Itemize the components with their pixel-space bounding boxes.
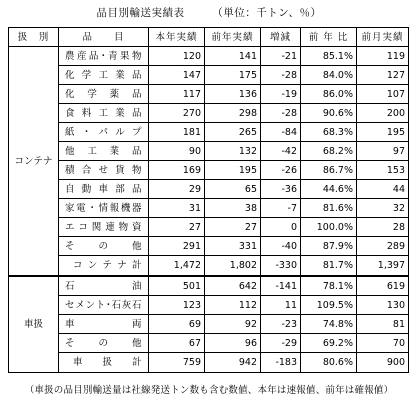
cell-prev-month: 127: [357, 66, 409, 85]
cell-item: エコ関連物資: [59, 218, 149, 237]
cell-change: -84: [261, 123, 301, 142]
cell-current: 147: [149, 66, 205, 85]
cell-ratio: 109.5%: [301, 296, 357, 315]
table-row: [9, 315, 409, 334]
cell-previous: 96: [205, 334, 261, 353]
cell-change: -19: [261, 85, 301, 104]
cell-change: -7: [261, 199, 301, 218]
total-row: [9, 256, 409, 277]
cell-current: 181: [149, 123, 205, 142]
cell-ratio: 68.2%: [301, 142, 357, 161]
cell-prev-month: 619: [357, 276, 409, 296]
cell-prev-month: 289: [357, 237, 409, 256]
cell-prev-month: 153: [357, 161, 409, 180]
table-row: [9, 123, 409, 142]
cell-prev-month: 1,397: [357, 256, 409, 277]
cell-change: -28: [261, 66, 301, 85]
cell-previous: 195: [205, 161, 261, 180]
header-category: 扱 別: [9, 28, 59, 47]
header-ratio: 前 年 比: [301, 28, 357, 47]
cell-prev-month: 900: [357, 353, 409, 373]
cell-item: 食料工業品: [59, 104, 149, 123]
header-previous: 前年実績: [205, 28, 261, 47]
cell-current: 169: [149, 161, 205, 180]
cell-prev-month: 44: [357, 180, 409, 199]
cell-ratio: 69.2%: [301, 334, 357, 353]
cell-change: -23: [261, 315, 301, 334]
freight-volume-table: [8, 27, 409, 373]
table-row: [9, 334, 409, 353]
cell-current: 123: [149, 296, 205, 315]
cell-current: 501: [149, 276, 205, 296]
cell-previous: 642: [205, 276, 261, 296]
cell-previous: 175: [205, 66, 261, 85]
table-row: [9, 161, 409, 180]
cell-ratio: 86.0%: [301, 85, 357, 104]
cell-item: コンテナ計: [59, 256, 149, 277]
cell-change: -29: [261, 334, 301, 353]
cell-change: 0: [261, 218, 301, 237]
cell-item: 積合せ貨物: [59, 161, 149, 180]
cell-previous: 265: [205, 123, 261, 142]
cell-item: その他: [59, 334, 149, 353]
cell-current: 69: [149, 315, 205, 334]
cell-change: 11: [261, 296, 301, 315]
cell-change: -330: [261, 256, 301, 277]
cell-previous: 27: [205, 218, 261, 237]
cell-current: 31: [149, 199, 205, 218]
table-row: [9, 47, 409, 66]
cell-ratio: 81.7%: [301, 256, 357, 277]
cell-previous: 298: [205, 104, 261, 123]
cell-item: 化学薬品: [59, 85, 149, 104]
cell-current: 90: [149, 142, 205, 161]
table-title: 品目別輸送実績表 （単位：千トン、％）: [96, 7, 322, 19]
group-label: コンテナ: [9, 47, 59, 277]
cell-change: -141: [261, 276, 301, 296]
cell-current: 1,472: [149, 256, 205, 277]
cell-previous: 331: [205, 237, 261, 256]
table-row: [9, 142, 409, 161]
table-row: [9, 85, 409, 104]
cell-item: その他: [59, 237, 149, 256]
cell-prev-month: 28: [357, 218, 409, 237]
table-row: [9, 199, 409, 218]
cell-item: 石油: [59, 276, 149, 296]
cell-previous: 92: [205, 315, 261, 334]
cell-current: 759: [149, 353, 205, 373]
table-row: [9, 296, 409, 315]
cell-prev-month: 119: [357, 47, 409, 66]
cell-change: -28: [261, 104, 301, 123]
cell-prev-month: 70: [357, 334, 409, 353]
cell-change: -26: [261, 161, 301, 180]
cell-ratio: 90.6%: [301, 104, 357, 123]
cell-ratio: 44.6%: [301, 180, 357, 199]
cell-current: 29: [149, 180, 205, 199]
cell-current: 27: [149, 218, 205, 237]
table-row: [9, 237, 409, 256]
cell-change: -21: [261, 47, 301, 66]
cell-item: 車扱計: [59, 353, 149, 373]
header-row: [9, 28, 409, 47]
header-change: 増減: [261, 28, 301, 47]
cell-prev-month: 200: [357, 104, 409, 123]
total-row: [9, 353, 409, 373]
cell-ratio: 68.3%: [301, 123, 357, 142]
cell-change: -40: [261, 237, 301, 256]
header-item: 品 目: [59, 28, 149, 47]
group-label: 車扱: [9, 276, 59, 373]
cell-prev-month: 130: [357, 296, 409, 315]
footnote: （車扱の品目別輸送量は社線発送トン数も含む数値、本年は速報値、前年は確報値）: [24, 385, 394, 396]
cell-previous: 65: [205, 180, 261, 199]
cell-prev-month: 97: [357, 142, 409, 161]
cell-change: -42: [261, 142, 301, 161]
cell-item: 車両: [59, 315, 149, 334]
cell-item: 自動車部品: [59, 180, 149, 199]
cell-item: 農産品･青果物: [59, 47, 149, 66]
cell-ratio: 87.9%: [301, 237, 357, 256]
cell-previous: 942: [205, 353, 261, 373]
cell-current: 270: [149, 104, 205, 123]
table-row: [9, 66, 409, 85]
cell-previous: 132: [205, 142, 261, 161]
table-row: [9, 180, 409, 199]
cell-ratio: 74.8%: [301, 315, 357, 334]
cell-item: 化学工業品: [59, 66, 149, 85]
cell-ratio: 86.7%: [301, 161, 357, 180]
cell-item: 紙・パルプ: [59, 123, 149, 142]
cell-current: 67: [149, 334, 205, 353]
cell-previous: 141: [205, 47, 261, 66]
cell-previous: 1,802: [205, 256, 261, 277]
cell-prev-month: 81: [357, 315, 409, 334]
cell-previous: 38: [205, 199, 261, 218]
cell-ratio: 100.0%: [301, 218, 357, 237]
cell-ratio: 80.6%: [301, 353, 357, 373]
cell-current: 117: [149, 85, 205, 104]
cell-prev-month: 107: [357, 85, 409, 104]
cell-prev-month: 195: [357, 123, 409, 142]
cell-item: 他工業品: [59, 142, 149, 161]
cell-ratio: 78.1%: [301, 276, 357, 296]
cell-current: 291: [149, 237, 205, 256]
table-row: [9, 218, 409, 237]
cell-change: -183: [261, 353, 301, 373]
cell-previous: 112: [205, 296, 261, 315]
header-current: 本年実績: [149, 28, 205, 47]
cell-item: セメント･石灰石: [59, 296, 149, 315]
cell-change: -36: [261, 180, 301, 199]
cell-previous: 136: [205, 85, 261, 104]
table-row: [9, 104, 409, 123]
cell-current: 120: [149, 47, 205, 66]
cell-prev-month: 32: [357, 199, 409, 218]
cell-ratio: 85.1%: [301, 47, 357, 66]
cell-item: 家電・情報機器: [59, 199, 149, 218]
header-prev-month: 前月実績: [357, 28, 409, 47]
table-row: [9, 276, 409, 296]
cell-ratio: 84.0%: [301, 66, 357, 85]
cell-ratio: 81.6%: [301, 199, 357, 218]
